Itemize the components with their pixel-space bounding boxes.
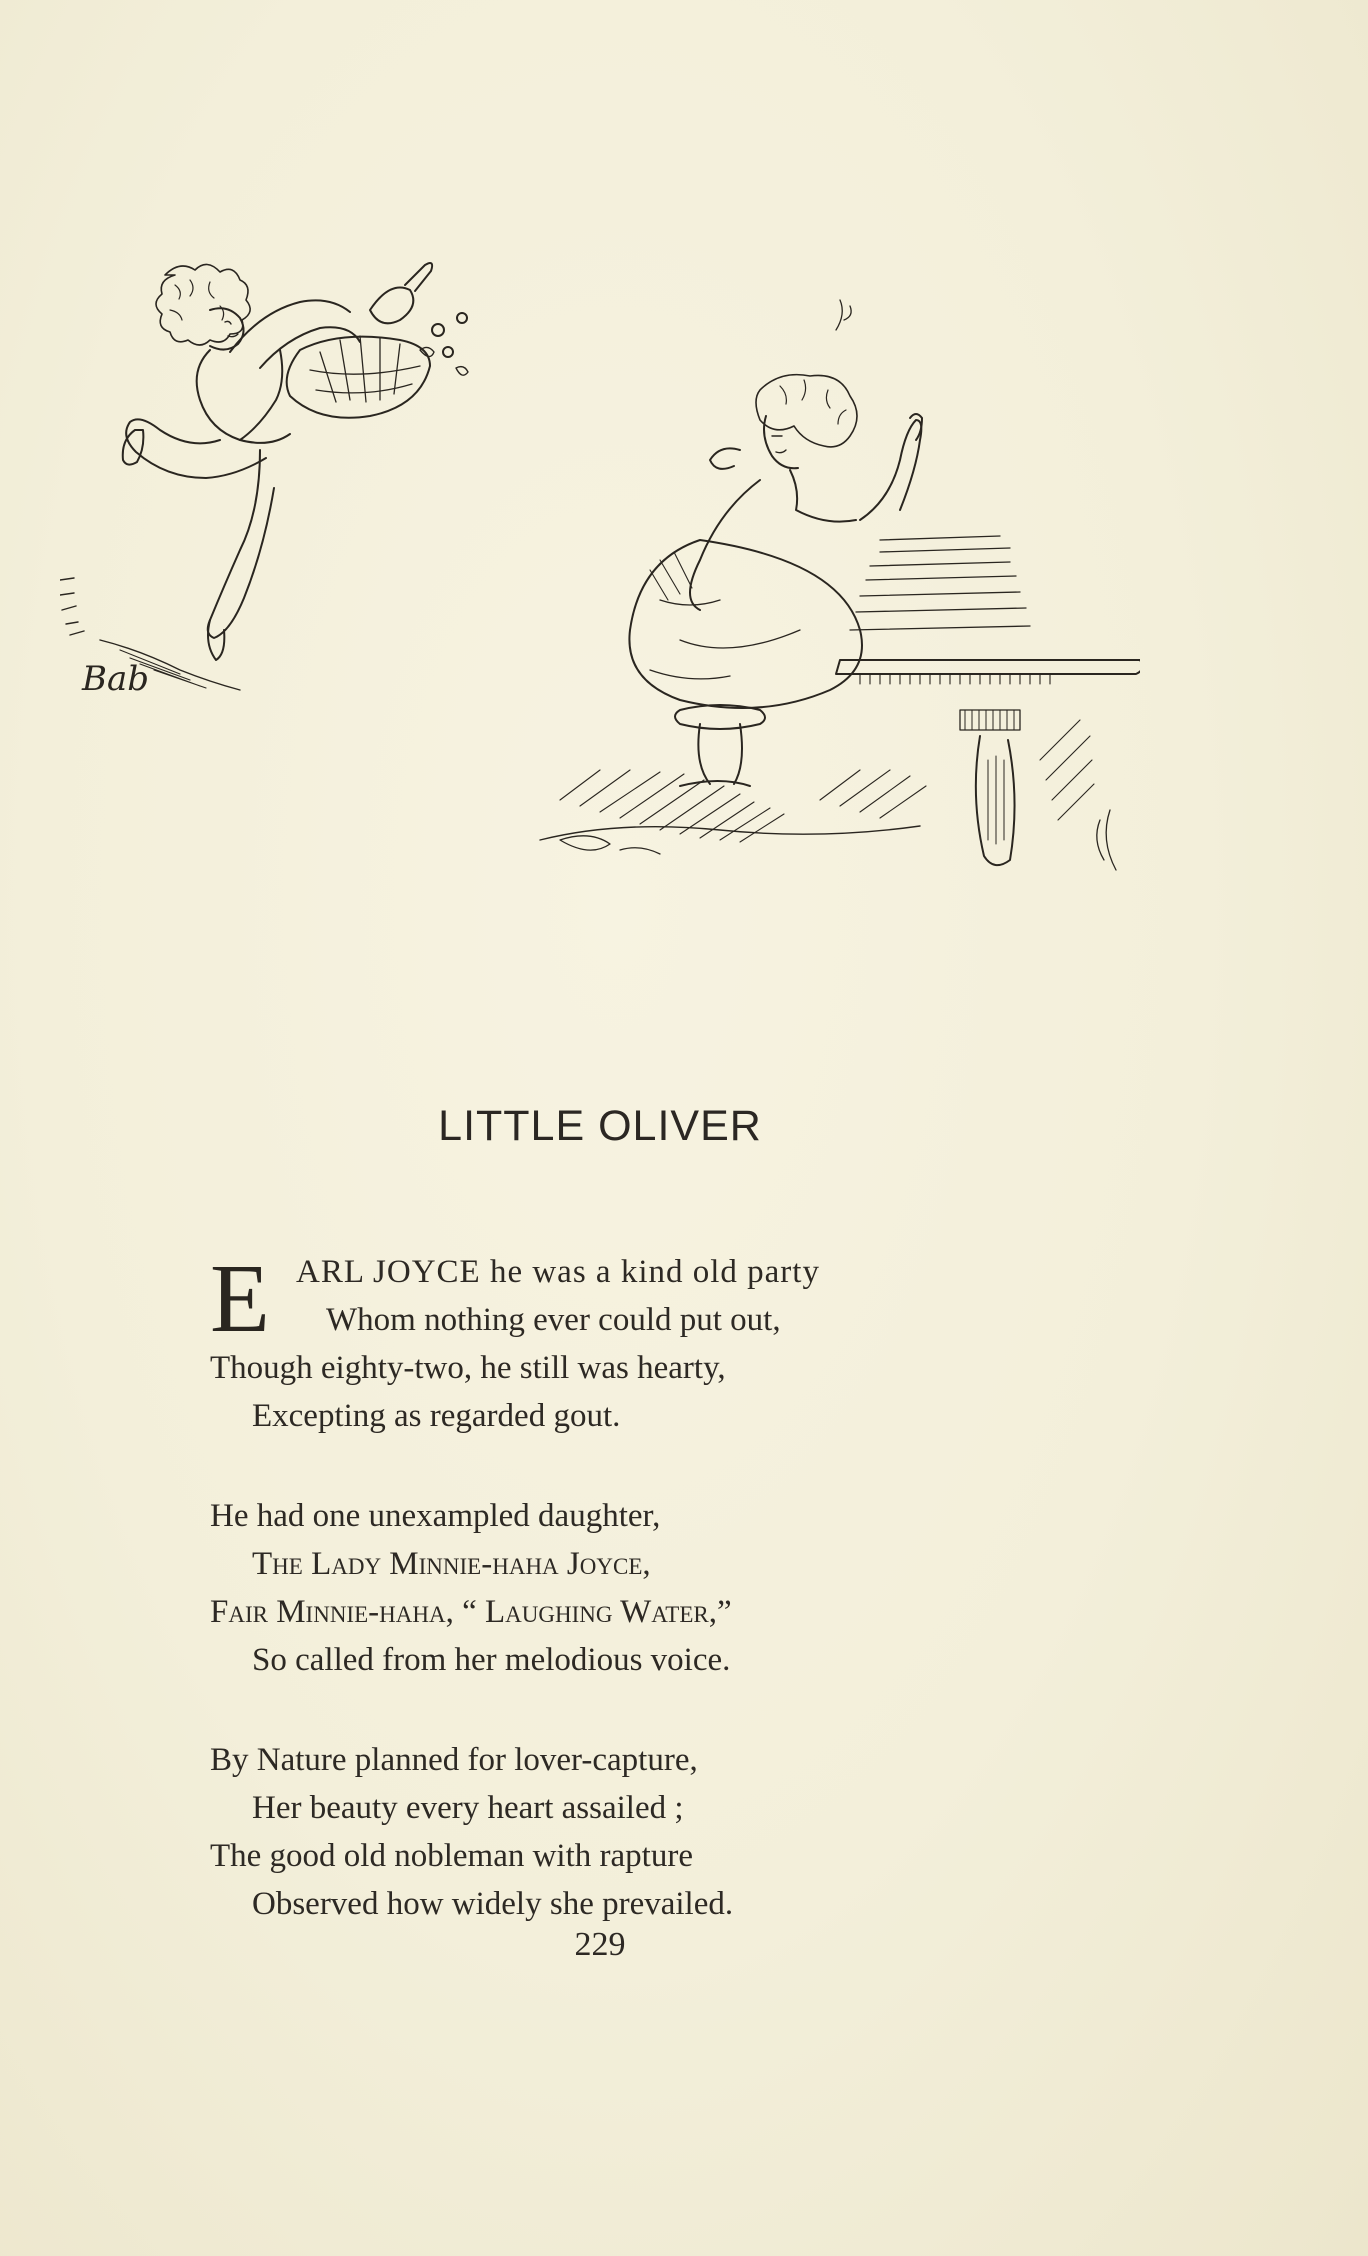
poem-line: Her beauty every heart assailed ; xyxy=(252,1790,684,1826)
poem-line: The good old nobleman with rapture xyxy=(210,1838,693,1874)
poem-title: LITTLE OLIVER xyxy=(438,1102,762,1150)
poem-body xyxy=(210,1245,1110,1980)
flying-boy-figure xyxy=(60,263,468,699)
stanza-2 xyxy=(210,1492,1110,1684)
stanza-1 xyxy=(210,1245,1110,1440)
poem-line-text: ARL JOYCE he was a kind old party xyxy=(296,1254,820,1290)
poem-line: The Lady Minnie-haha Joyce, xyxy=(252,1546,651,1582)
poem-line: By Nature planned for lover-capture, xyxy=(210,1742,698,1778)
poem-line xyxy=(210,1296,1110,1344)
pen-and-ink-illustration xyxy=(60,240,1140,1020)
stanza-3 xyxy=(210,1736,1110,1928)
lady-at-piano-figure xyxy=(540,300,1140,870)
drop-cap: E xyxy=(210,1245,270,1353)
illustrator-signature: Bab xyxy=(82,659,150,699)
poem-line: Observed how widely she prevailed. xyxy=(252,1886,734,1922)
poem-line-text: Whom nothing ever could put out, xyxy=(326,1302,781,1338)
poem-line: Excepting as regarded gout. xyxy=(252,1398,621,1434)
poem-line: Fair Minnie-haha, “ Laughing Water,” xyxy=(210,1594,732,1630)
page-number: 229 xyxy=(574,1926,626,1963)
poem-line: He had one unexampled daughter, xyxy=(210,1498,661,1534)
poem-line: Though eighty-two, he still was hearty, xyxy=(210,1350,726,1386)
poem-line: So called from her melodious voice. xyxy=(252,1642,731,1678)
